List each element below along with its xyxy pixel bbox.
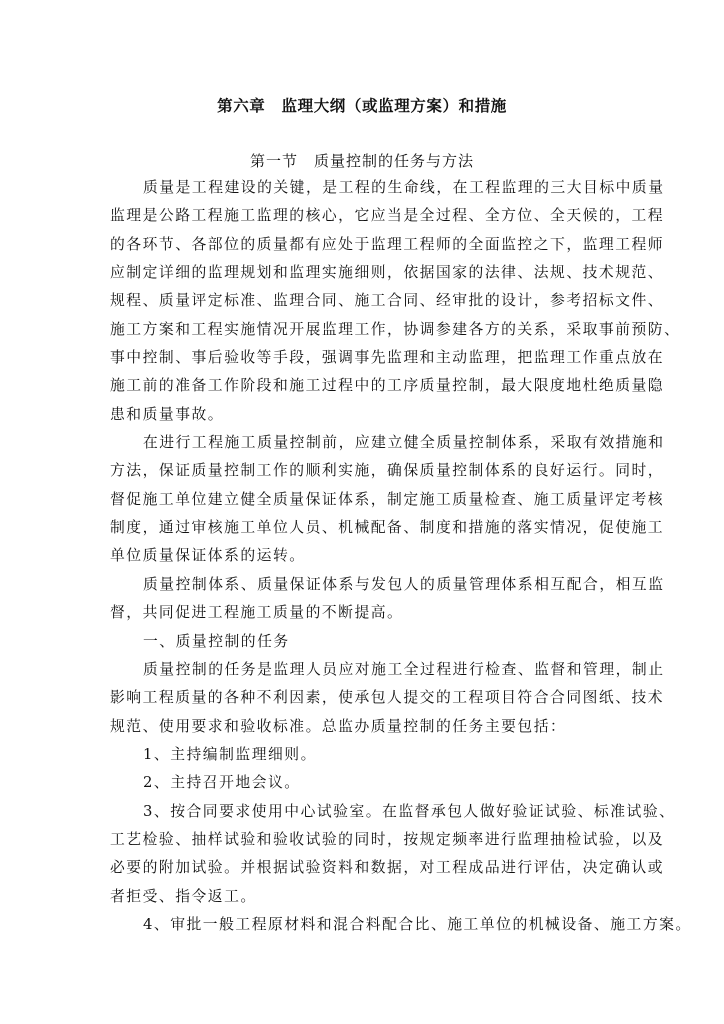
text-line: 工艺检验、抽样试验和验收试验的同时，按规定频率进行监理抽检试验，以及 — [110, 830, 665, 848]
text-line: 方法，保证质量控制工作的顺利实施，确保质量控制体系的良好运行。同时， — [110, 462, 665, 480]
text-line: 的各环节、各部位的质量都有应处于监理工程师的全面监控之下，监理工程师 — [110, 235, 665, 253]
text-line: 者拒受、指令返工。 — [110, 887, 257, 905]
text-line: 单位质量保证体系的运转。 — [110, 547, 306, 565]
text-line: 质量控制的任务是监理人员应对施工全过程进行检查、监督和管理，制止 — [143, 660, 665, 678]
text-line: 一、质量控制的任务 — [143, 632, 290, 650]
text-line: 制度，通过审核施工单位人员、机械配备、制度和措施的落实情况，促使施工 — [110, 519, 665, 537]
text-line: 质量是工程建设的关键，是工程的生命线，在工程监理的三大目标中质量 — [143, 179, 665, 196]
text-line: 规程、质量评定标准、监理合同、施工合同、经审批的设计，参考招标文件、 — [110, 292, 665, 310]
text-line: 患和质量事故。 — [110, 405, 225, 423]
text-line: 应制定详细的监理规划和监理实施细则，依据国家的法律、法规、技术规范、 — [110, 264, 665, 282]
text-line: 监理是公路工程施工监理的核心，它应当是全过程、全方位、全天候的，工程 — [110, 207, 665, 225]
chapter-title: 第六章 监理大纲（或监理方案）和措施 — [217, 96, 507, 115]
text-line: 事中控制、事后验收等手段，强调事先监理和主动监理，把监理工作重点放在 — [110, 349, 665, 367]
text-line: 影响工程质量的各种不利因素，使承包人提交的工程项目符合合同图纸、技术 — [110, 689, 665, 707]
text-line: 2、主持召开地会议。 — [143, 774, 301, 792]
text-line: 督，共同促进工程施工质量的不断提高。 — [110, 604, 404, 622]
text-line: 规范、使用要求和验收标准。总监办质量控制的任务主要包括： — [110, 717, 567, 735]
text-line: 质量控制体系、质量保证体系与发包人的质量管理体系相互配合，相互监 — [143, 575, 665, 593]
text-line: 必要的附加试验。并根据试验资料和数据，对工程成品进行评估，决定确认或 — [110, 859, 665, 877]
text-line: 3、按合同要求使用中心试验室。在监督承包人做好验证试验、标准试验、 — [143, 802, 676, 820]
text-line: 1、主持编制监理细则。 — [143, 745, 317, 763]
text-line: 施工前的准备工作阶段和施工过程中的工序质量控制，最大限度地杜绝质量隐 — [110, 377, 665, 395]
section-title: 第一节 质量控制的任务与方法 — [249, 152, 474, 170]
text-line: 施工方案和工程实施情况开展监理工作，协调参建各方的关系，采取事前预防、 — [110, 320, 681, 338]
text-line: 督促施工单位建立健全质量保证体系，制定施工质量检查、施工质量评定考核 — [110, 490, 665, 508]
text-line: 在进行工程施工质量控制前，应建立健全质量控制体系，采取有效措施和 — [143, 434, 665, 452]
document-body — [110, 174, 692, 939]
text-line: 4、审批一般工程原材料和混合料配合比、施工单位的机械设备、施工方案。 — [143, 915, 692, 933]
